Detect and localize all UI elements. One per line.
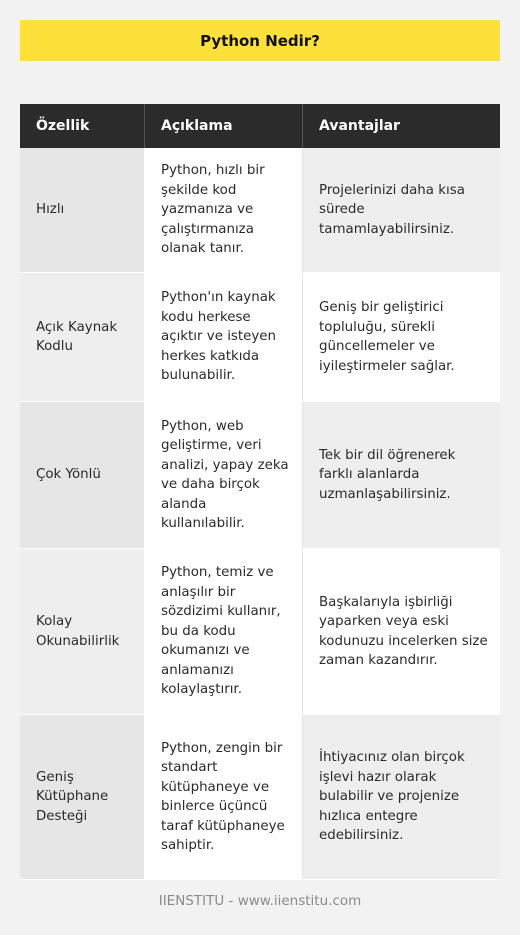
table-row bbox=[20, 402, 500, 549]
cell-feature: Geniş Kütüphane Desteği bbox=[20, 715, 145, 879]
title-banner bbox=[20, 20, 500, 61]
table-row bbox=[20, 148, 500, 273]
cell-description: Python, hızlı bir şekilde kod yazmanıza ve çalıştırmanıza olanak tanır. bbox=[145, 148, 303, 272]
table-row bbox=[20, 549, 500, 715]
table-row bbox=[20, 715, 500, 880]
cell-advantage: Projelerinizi daha kısa sürede tamamlayabilirsiniz. bbox=[303, 148, 500, 272]
cell-feature: Çok Yönlü bbox=[20, 402, 145, 548]
features-table bbox=[20, 104, 500, 880]
table-row bbox=[20, 273, 500, 402]
table-header bbox=[20, 104, 500, 148]
cell-description: Python, temiz ve anlaşılır bir sözdizimi kullanır, bu da kodu okumanızı ve anlamanızı kolaylaştırır. bbox=[145, 549, 303, 714]
cell-feature: Kolay Okunabilirlik bbox=[20, 549, 145, 714]
header-description: Açıklama bbox=[145, 104, 303, 148]
cell-description: Python, zengin bir standart kütüphaneye ve binlerce üçüncü taraf kütüphaneye sahiptir. bbox=[145, 715, 303, 879]
header-advantages: Avantajlar bbox=[319, 118, 400, 134]
header-feature: Özellik bbox=[20, 104, 145, 148]
cell-advantage: İhtiyacınız olan birçok işlevi hazır olarak bulabilir ve projenize hızlıca entegre edebilirsiniz. bbox=[303, 715, 500, 879]
cell-feature: Hızlı bbox=[20, 148, 145, 272]
footer-credit: IIENSTITU - www.iienstitu.com bbox=[158, 893, 362, 909]
cell-description: Python, web geliştirme, veri analizi, yapay zeka ve daha birçok alanda kullanılabilir. bbox=[145, 402, 303, 548]
page-title: Python Nedir? bbox=[200, 31, 320, 50]
cell-description: Python'ın kaynak kodu herkese açıktır ve isteyen herkes katkıda bulunabilir. bbox=[145, 273, 303, 401]
cell-feature: Açık Kaynak Kodlu bbox=[20, 273, 145, 401]
cell-advantage: Tek bir dil öğrenerek farklı alanlarda uzmanlaşabilirsiniz. bbox=[303, 402, 500, 548]
cell-advantage: Başkalarıyla işbirliği yaparken veya eski kodunuzu incelerken size zaman kazandırır. bbox=[303, 549, 500, 714]
cell-advantage: Geniş bir geliştirici topluluğu, sürekli güncellemeler ve iyileştirmeler sağlar. bbox=[303, 273, 500, 401]
